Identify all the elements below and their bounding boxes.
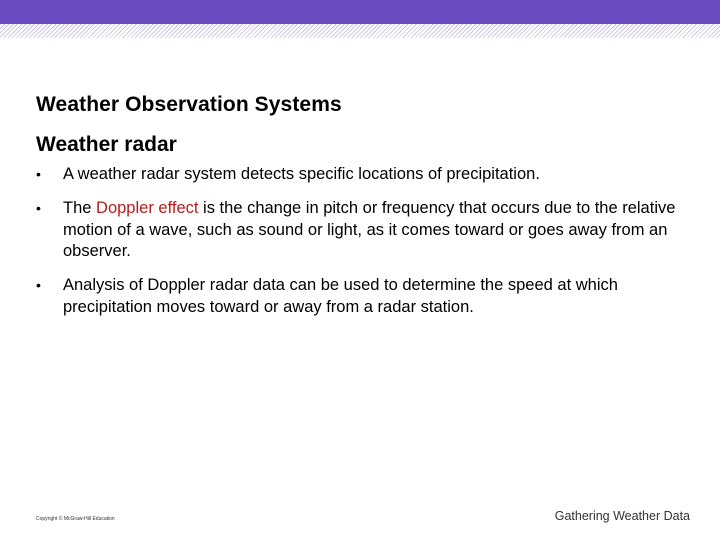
bullet-text-before: The — [63, 199, 97, 217]
bullet-text: Analysis of Doppler radar data can be used to determine the speed at which precipitation moves toward or away from a radar station. — [63, 276, 618, 316]
bullet-text-after: is the change in pitch or frequency that occurs due to the relative motion of a wave, such as sound or light, as it comes toward or goes away from an observer. — [63, 199, 676, 260]
bullet-list — [36, 164, 676, 331]
bullet-item — [36, 275, 676, 318]
bullet-item — [36, 164, 676, 186]
slide-subtitle: Weather radar — [36, 133, 177, 156]
bullet-marker: • — [36, 166, 41, 182]
bullet-text: A weather radar system detects specific locations of precipitation. — [63, 165, 540, 183]
bullet-marker: • — [36, 200, 41, 216]
section-footer: Gathering Weather Data — [554, 509, 690, 523]
doppler-effect-term: Doppler effect — [96, 199, 199, 217]
copyright-notice: Copyright © McGraw-Hill Education — [36, 516, 115, 522]
header-bar — [0, 0, 720, 24]
header-hatch-fade — [0, 24, 720, 38]
slide-title: Weather Observation Systems — [36, 93, 342, 116]
bullet-item — [36, 198, 676, 263]
bullet-marker: • — [36, 277, 41, 293]
